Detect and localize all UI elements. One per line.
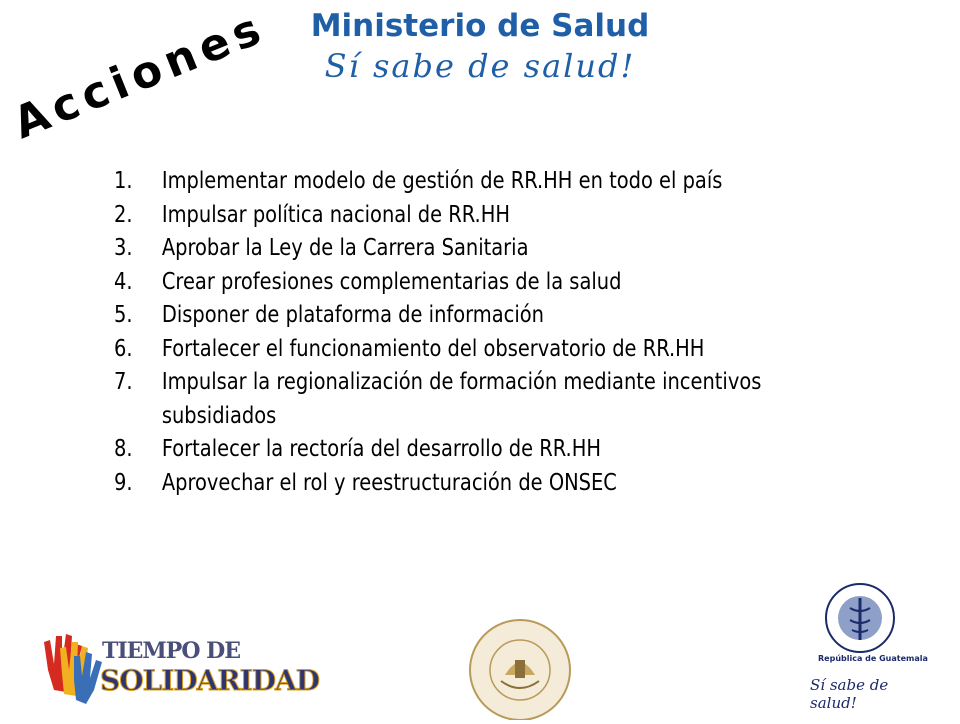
gobierno-seal xyxy=(465,615,575,720)
actions-list xyxy=(114,164,874,499)
republica-text: República de Guatemala xyxy=(818,654,928,663)
list-item: 9. Aprovechar el rol y reestructuración de ONSEC xyxy=(114,467,617,496)
list-item: 7. Impulsar la regionalización de formación mediante incentivos subsidiados xyxy=(114,367,762,429)
list-item: 5. Disponer de plataforma de información xyxy=(114,300,544,328)
list-item: 6. Fortalecer el funcionamiento del observatorio de RR.HH xyxy=(114,333,705,362)
tiempo-de-solidaridad-logo xyxy=(40,630,320,710)
logo-text-tiempo: TIEMPO DE xyxy=(102,638,240,664)
list-item: 4. Crear profesiones complementarias de la salud xyxy=(114,266,622,295)
list-item: 8. Fortalecer la rectoría del desarrollo de RR.HH xyxy=(114,434,601,462)
list-item: 3. Aprobar la Ley de la Carrera Sanitaria xyxy=(114,233,529,261)
ministry-title: Ministerio de Salud xyxy=(310,8,650,44)
seal-emblem-icon xyxy=(465,615,575,720)
caduceus-emblem-icon xyxy=(800,580,930,660)
ministry-slogan: Sí sabe de salud! xyxy=(324,47,636,85)
list-item: 1. Implementar modelo de gestión de RR.HH en todo el país xyxy=(114,166,723,194)
logo-text-solidaridad: SOLIDARIDAD xyxy=(100,664,320,697)
acciones-title: Acciones xyxy=(6,1,274,150)
logo-slogan: Sí sabe de salud! xyxy=(810,676,889,712)
list-item: 2. Impulsar política nacional de RR.HH xyxy=(114,199,510,228)
ministerio-salud-logo xyxy=(800,580,930,710)
